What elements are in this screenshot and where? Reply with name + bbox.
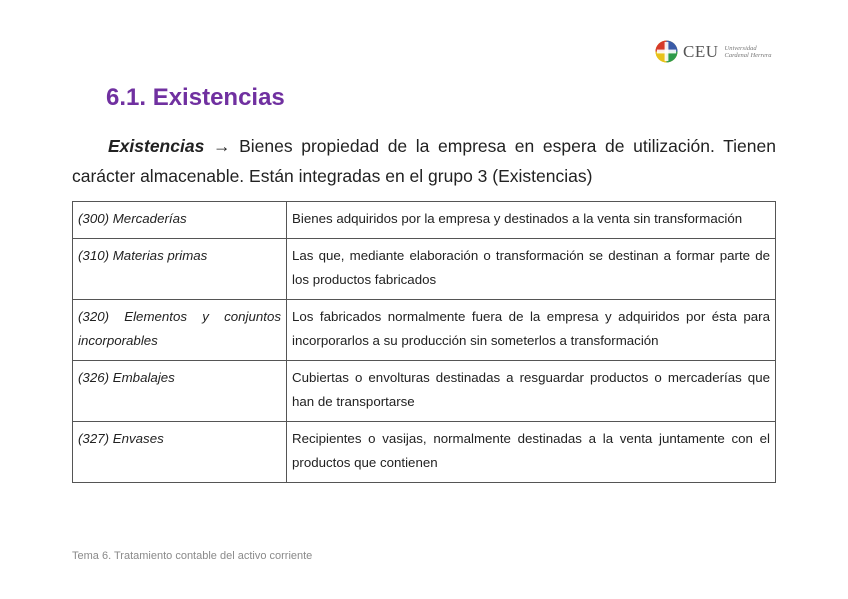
table-row — [73, 361, 776, 422]
account-description: Los fabricados normalmente fuera de la empresa y adquiridos por ésta para incorporarlos a su producción sin someterlos a transformación — [287, 300, 776, 361]
account-description: Las que, mediante elaboración o transformación se destinan a formar parte de los productos fabricados — [287, 239, 776, 300]
intro-definition: Bienes propiedad de la empresa en espera de utilización. Tienen — [230, 136, 776, 156]
ceu-logo — [655, 40, 775, 63]
ceu-cross-emblem-icon — [655, 40, 678, 63]
intro-line-1 — [72, 131, 776, 161]
intro-paragraph — [72, 131, 776, 191]
account-code: (300) Mercaderías — [73, 202, 287, 239]
logo-name: CEU — [683, 41, 719, 61]
table-row — [73, 422, 776, 483]
logo-subtitle: Universidad Cardenal Herrera — [724, 44, 772, 59]
table-row — [73, 300, 776, 361]
arrow-icon: → — [212, 136, 231, 156]
account-description: Cubiertas o envolturas destinadas a resguardar productos o mercaderías que han de transportarse — [287, 361, 776, 422]
table-row — [73, 202, 776, 239]
account-description: Bienes adquiridos por la empresa y destinados a la venta sin transformación — [287, 202, 776, 239]
account-code: (320) Elementos y conjuntos incorporables — [73, 300, 287, 361]
accounts-table — [72, 201, 776, 483]
table-row — [73, 239, 776, 300]
intro-term: Existencias — [108, 136, 205, 156]
account-description: Recipientes o vasijas, normalmente destinadas a la venta juntamente con el productos que contienen — [287, 422, 776, 483]
intro-line-2: carácter almacenable. Están integradas en el grupo 3 (Existencias) — [72, 166, 593, 186]
account-code: (310) Materias primas — [73, 239, 287, 300]
page-title: 6.1. Existencias — [106, 84, 285, 111]
account-code: (327) Envases — [73, 422, 287, 483]
account-code: (326) Embalajes — [73, 361, 287, 422]
footer-text: Tema 6. Tratamiento contable del activo corriente — [72, 550, 313, 562]
